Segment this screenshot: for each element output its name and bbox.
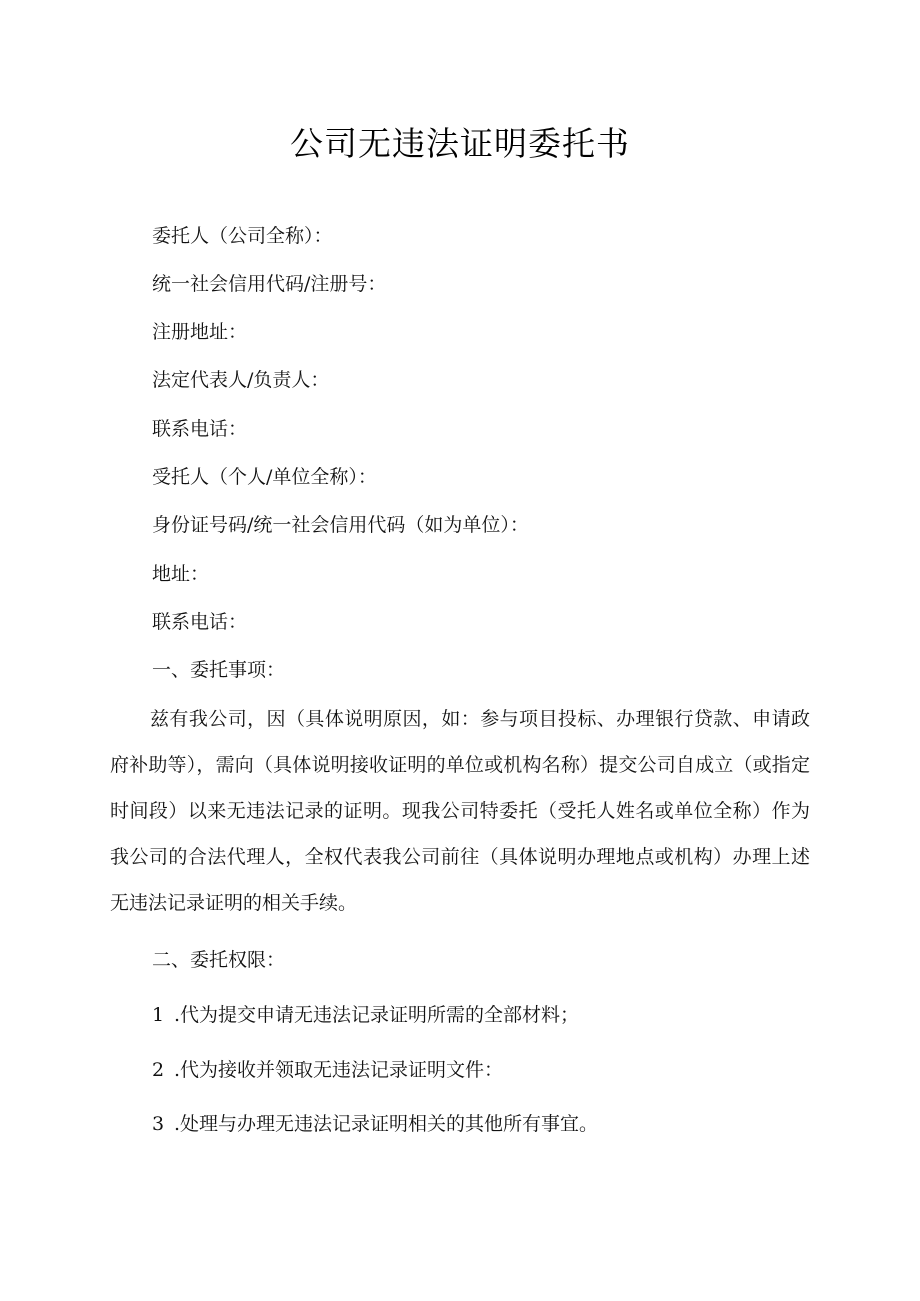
field-registered-address: 注册地址： xyxy=(152,321,248,343)
section-1-heading: 一、委托事项： xyxy=(152,659,286,681)
authority-item-text: .处理与办理无违法记录证明相关的其他所有事宜。 xyxy=(174,1113,599,1135)
authority-item-number: 1 xyxy=(152,1004,165,1026)
authority-item-number: 2 xyxy=(152,1059,165,1081)
field-credit-code: 统一社会信用代码/注册号： xyxy=(152,273,387,295)
field-agent-id-number: 身份证号码/统一社会信用代码（如为单位）： xyxy=(152,514,529,536)
authority-item-1 xyxy=(152,1003,579,1027)
field-agent-address: 地址： xyxy=(152,563,210,585)
document-title: 公司无违法证明委托书 xyxy=(290,124,630,163)
authority-item-text: .代为接收并领取无违法记录证明文件： xyxy=(174,1059,504,1081)
authority-item-2 xyxy=(152,1058,503,1082)
field-agent-name: 受托人（个人/单位全称）： xyxy=(152,466,377,488)
authority-item-text: .代为提交申请无违法记录证明所需的全部材料； xyxy=(174,1004,580,1026)
section-1-body: 兹有我公司，因（具体说明原因，如：参与项目投标、办理银行贷款、申请政府补助等），需向（具体说明接收证明的单位或机构名称）提交公司自成立（或指定时间段）以来无违法记录的证明。现我公司特委托（受托人姓名或单位全称）作为我公司的合法代理人，全权代表我公司前往（具体说明办理地点或机构）办理上述无违法记录证明的相关手续。 xyxy=(110,708,810,914)
section-2-heading: 二、委托权限： xyxy=(152,949,286,971)
authority-item-3 xyxy=(152,1112,598,1136)
field-legal-representative: 法定代表人/负责人： xyxy=(152,369,330,391)
authority-item-number: 3 xyxy=(152,1113,165,1135)
field-principal-phone: 联系电话： xyxy=(152,418,248,440)
field-principal-name: 委托人（公司全称）： xyxy=(152,225,333,247)
field-agent-phone: 联系电话： xyxy=(152,611,248,633)
